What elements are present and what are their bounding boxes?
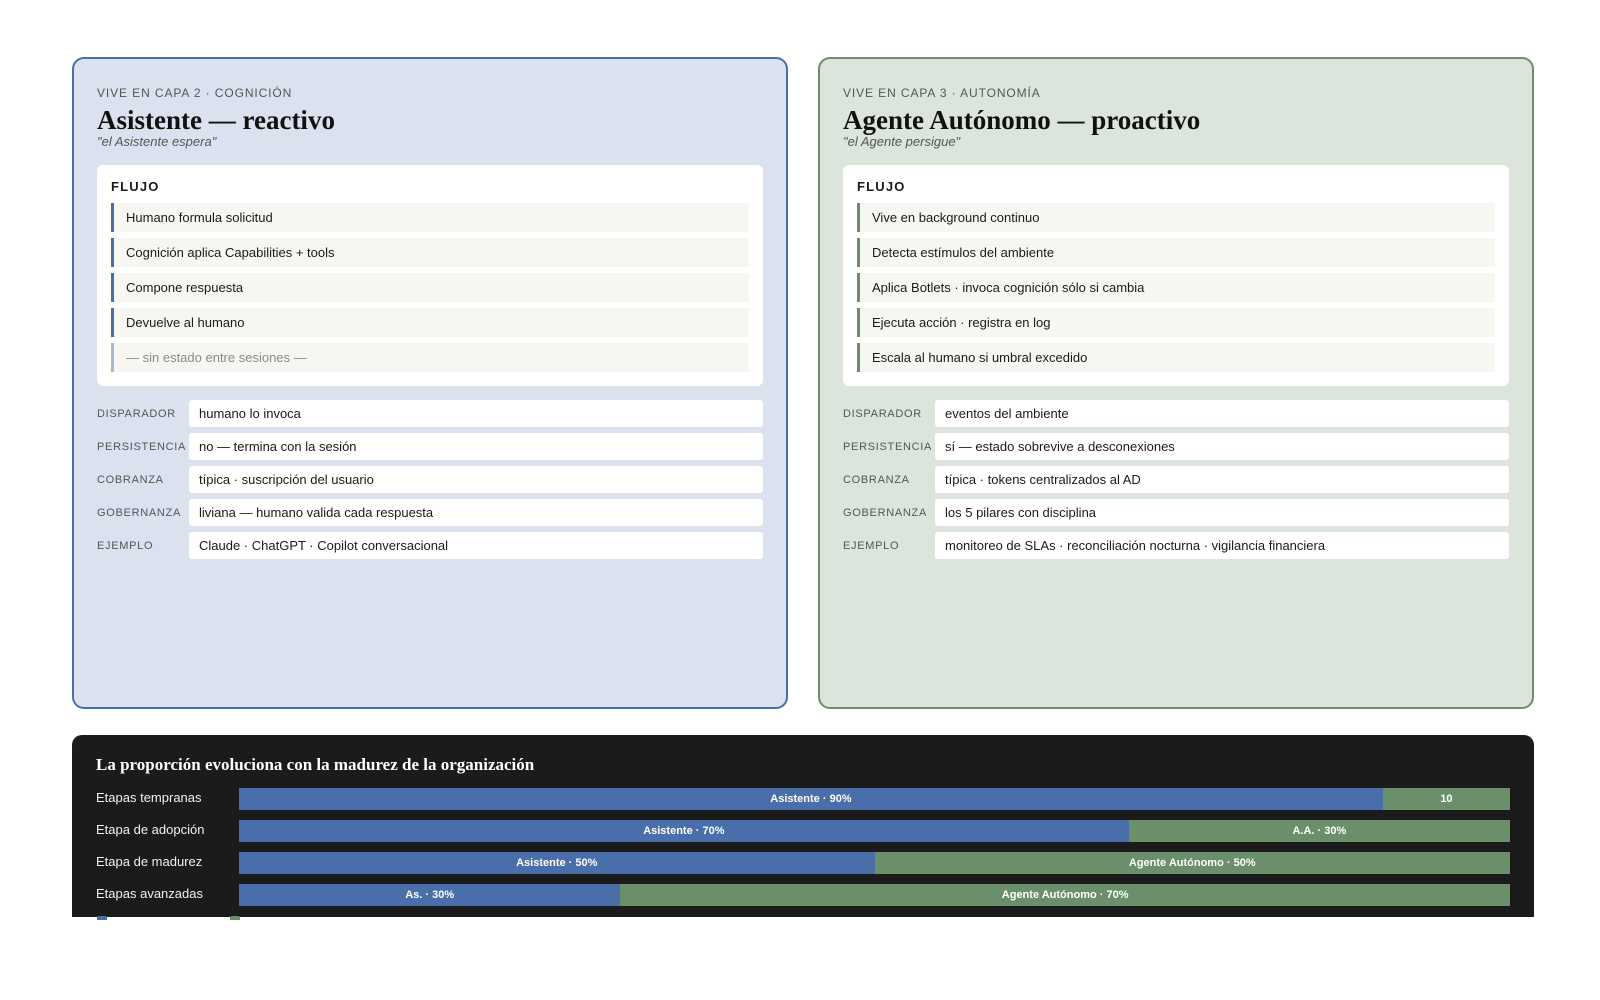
property-value: eventos del ambiente (935, 400, 1509, 427)
evolution-bar (239, 820, 1510, 842)
flow-step: Vive en background continuo (857, 203, 1495, 232)
property-row (97, 466, 763, 493)
property-value: sí — estado sobrevive a desconexiones (935, 433, 1509, 460)
agente-kicker: VIVE EN CAPA 3 · AUTONOMÍA (843, 86, 1041, 100)
property-value: los 5 pilares con disciplina (935, 499, 1509, 526)
evolution-bar (239, 852, 1510, 874)
property-row (843, 499, 1509, 526)
asistente-title: Asistente — reactivo (97, 105, 335, 135)
agente-title: Agente Autónomo — proactivo (843, 105, 1201, 135)
property-row (97, 400, 763, 427)
asistente-tagline: "el Asistente espera" (97, 134, 217, 149)
flow-heading: FLUJO (857, 179, 906, 194)
property-value: liviana — humano valida cada respuesta (189, 499, 763, 526)
property-label: GOBERNANZA (843, 506, 928, 519)
property-row (97, 532, 763, 559)
property-label: DISPARADOR (97, 407, 176, 420)
property-row (843, 433, 1509, 460)
agente-segment: Agente Autónomo · 50% (875, 852, 1511, 874)
agente-segment: A.A. · 30% (1129, 820, 1510, 842)
evolution-row (96, 787, 1510, 811)
asistente-segment: Asistente · 90% (239, 788, 1383, 810)
evolution-title: La proporción evoluciona con la madurez de la organización (96, 755, 535, 774)
flow-step: Compone respuesta (111, 273, 749, 302)
flow-step-note: — sin estado entre sesiones — (111, 343, 749, 372)
evolution-row (96, 819, 1510, 843)
property-value: típica · suscripción del usuario (189, 466, 763, 493)
evolution-bar (239, 884, 1510, 906)
agente-flow-box (843, 165, 1509, 386)
flow-step: Humano formula solicitud (111, 203, 749, 232)
evolution-rows (96, 787, 1510, 907)
asistente-segment: Asistente · 50% (239, 852, 875, 874)
evolution-row (96, 883, 1510, 907)
asistente-kicker: VIVE EN CAPA 2 · COGNICIÓN (97, 86, 293, 100)
agente-segment: Agente Autónomo · 70% (620, 884, 1510, 906)
property-value: no — termina con la sesión (189, 433, 763, 460)
property-value: humano lo invoca (189, 400, 763, 427)
asistente-properties (97, 400, 763, 559)
asistente-segment: As. · 30% (239, 884, 620, 906)
flow-step: Devuelve al humano (111, 308, 749, 337)
property-label: EJEMPLO (843, 539, 900, 552)
property-row (97, 499, 763, 526)
flow-step: Aplica Botlets · invoca cognición sólo si cambia (857, 273, 1495, 302)
property-label: EJEMPLO (97, 539, 154, 552)
property-label: COBRANZA (97, 473, 164, 486)
property-row (843, 532, 1509, 559)
evolution-row (96, 851, 1510, 875)
evolution-row-label: Etapa de madurez (96, 853, 203, 869)
agente-segment: 10 (1383, 788, 1510, 810)
property-value: típica · tokens centralizados al AD (935, 466, 1509, 493)
property-label: COBRANZA (843, 473, 910, 486)
property-label: DISPARADOR (843, 407, 922, 420)
agente-tagline: "el Agente persigue" (843, 134, 961, 149)
agente-properties (843, 400, 1509, 559)
asistente-panel (72, 57, 788, 709)
property-label: PERSISTENCIA (843, 440, 933, 453)
agente-panel (818, 57, 1534, 709)
property-row (843, 400, 1509, 427)
flow-step: Escala al humano si umbral excedido (857, 343, 1495, 372)
property-label: PERSISTENCIA (97, 440, 187, 453)
flow-step: Cognición aplica Capabilities + tools (111, 238, 749, 267)
legend-swatch-asistente (97, 916, 107, 920)
property-value: Claude · ChatGPT · Copilot conversacional (189, 532, 763, 559)
flow-heading: FLUJO (111, 179, 160, 194)
property-row (843, 466, 1509, 493)
flow-step: Ejecuta acción · registra en log (857, 308, 1495, 337)
evolution-section (72, 735, 1534, 917)
evolution-row-label: Etapas avanzadas (96, 885, 203, 901)
asistente-segment: Asistente · 70% (239, 820, 1129, 842)
asistente-flow-box (97, 165, 763, 386)
evolution-row-label: Etapas tempranas (96, 789, 202, 805)
property-value: monitoreo de SLAs · reconciliación nocturna · vigilancia financiera (935, 532, 1509, 559)
legend-swatch-agente (230, 916, 240, 920)
evolution-bar (239, 788, 1510, 810)
property-label: GOBERNANZA (97, 506, 182, 519)
flow-step: Detecta estímulos del ambiente (857, 238, 1495, 267)
property-row (97, 433, 763, 460)
evolution-row-label: Etapa de adopción (96, 821, 205, 837)
